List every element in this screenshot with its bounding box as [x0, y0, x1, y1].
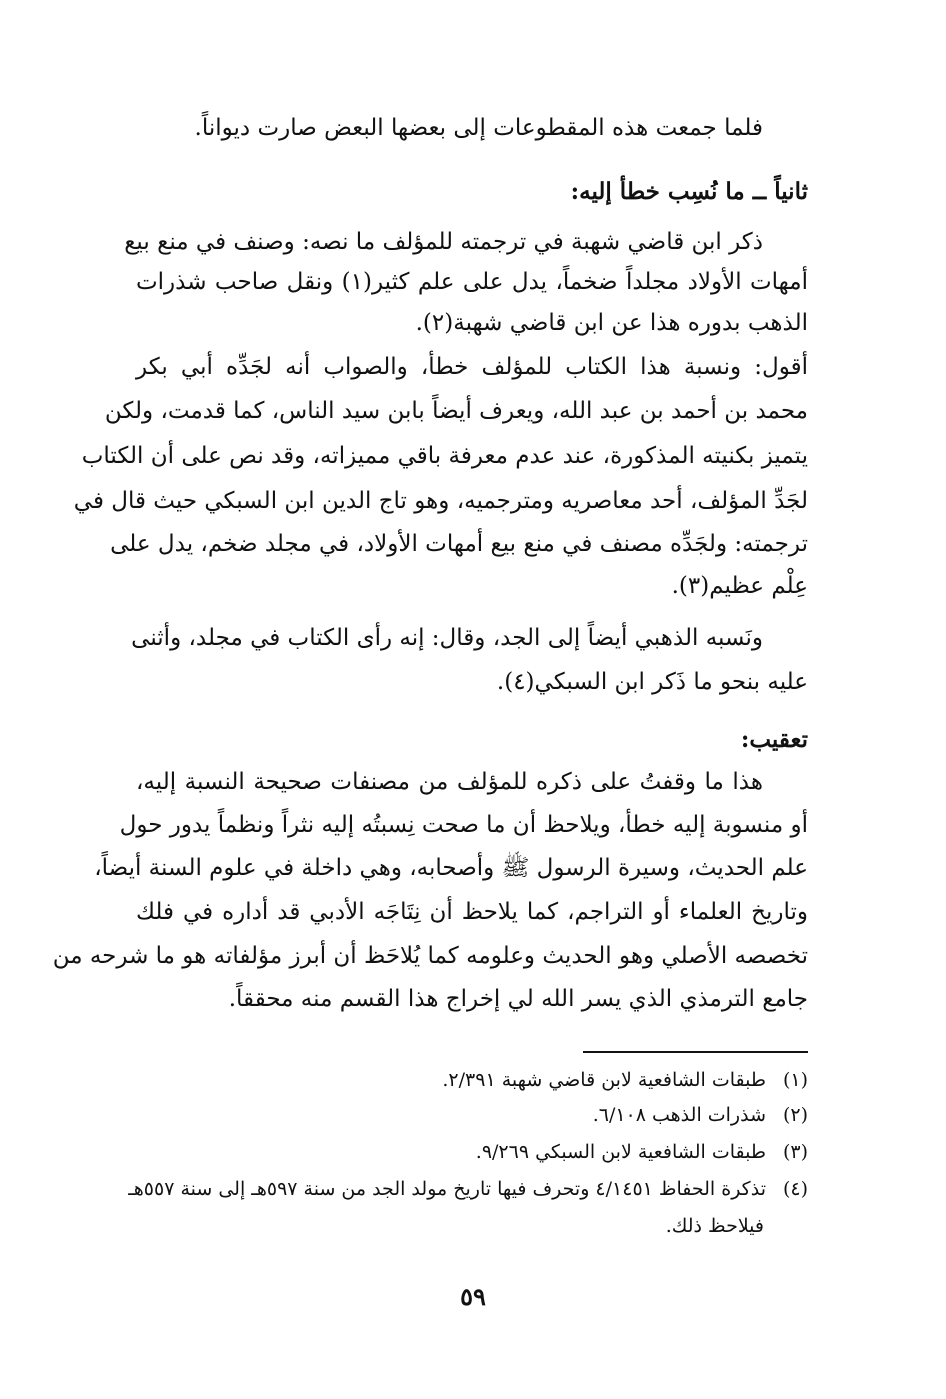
footnote-text: طبقات الشافعية لابن قاضي شهبة ٢/٣٩١.	[442, 1069, 766, 1091]
paragraph-line: أقول: ونسبة هذا الكتاب للمؤلف خطأ، والصواب أنه لجَدِّه أبي بكر	[136, 354, 808, 380]
paragraph-line: عِلْم عظيم(٣).	[671, 573, 808, 599]
footnote-3	[136, 1138, 808, 1166]
footnote-text: شذرات الذهب ٦/١٠٨.	[592, 1104, 766, 1126]
page-number: ٥٩	[460, 1282, 486, 1311]
paragraph-line: محمد بن أحمد بن عبد الله، ويعرف أيضاً بابن سيد الناس، كما قدمت، ولكن	[104, 398, 808, 424]
footnote-number: (٤)	[782, 1178, 808, 1200]
paragraph-line: هذا ما وقفتُ على ذكره للمؤلف من مصنفات صحيحة النسبة إليه،	[136, 769, 763, 795]
footnote-4-continuation: فيلاحظ ذلك.	[665, 1215, 764, 1237]
footnote-number: (١)	[782, 1069, 808, 1091]
paragraph-line: الذهب بدوره هذا عن ابن قاضي شهبة(٢).	[415, 310, 808, 336]
paragraph-line: عليه بنحو ما ذَكر ابن السبكي(٤).	[496, 669, 808, 695]
paragraph-line: وتاريخ العلماء أو التراجم، كما يلاحظ أن نِتَاجَه الأدبي قد أداره في فلك	[136, 899, 808, 925]
paragraph-line: علم الحديث، وسيرة الرسول ﷺ وأصحابه، وهي داخلة في علوم السنة أيضاً،	[94, 855, 808, 881]
footnote-4	[128, 1175, 808, 1203]
footnote-number: (٣)	[782, 1141, 808, 1163]
footnote-text: تذكرة الحفاظ ٤/١٤٥١ وتحرف فيها تاريخ مولد الجد من سنة ٥٩٧هـ إلى سنة ٥٥٧هـ	[128, 1178, 766, 1200]
footnote-number: (٢)	[782, 1104, 808, 1126]
paragraph-line: لجَدِّ المؤلف، أحد معاصريه ومترجميه، وهو تاج الدين ابن السبكي حيث قال في	[73, 488, 808, 514]
intro-line: فلما جمعت هذه المقطوعات إلى بعضها البعض صارت ديواناً.	[194, 115, 763, 141]
paragraph-line: يتميز بكنيته المذكورة، عند عدم معرفة باقي مميزاته، وقد نص على أن الكتاب	[81, 443, 808, 469]
paragraph-line: ونَسبه الذهبي أيضاً إلى الجد، وقال: إنه رأى الكتاب في مجلد، وأثنى	[131, 625, 763, 651]
footnote-text: طبقات الشافعية لابن السبكي ٩/٢٦٩.	[475, 1141, 766, 1163]
paragraph-line: ترجمته: ولجَدِّه مصنف في منع بيع أمهات الأولاد، في مجلد ضخم، يدل على	[110, 531, 808, 557]
footnote-separator	[583, 1051, 808, 1053]
footnote-1	[136, 1066, 808, 1094]
paragraph-line: تخصصه الأصلي وهو الحديث وعلومه كما يُلاحَظ أن أبرز مؤلفاته هو ما شرحه من	[52, 943, 808, 969]
section-heading-misattributed: ثانياً ــ ما نُسِب خطأ إليه:	[570, 178, 808, 205]
paragraph-line: أو منسوبة إليه خطأ، ويلاحظ أن ما صحت نِسبتُه إليه نثراً ونظماً يدور حول	[119, 812, 808, 838]
footnote-2	[136, 1101, 808, 1129]
section-heading-comment: تعقيب:	[740, 726, 808, 753]
paragraph-line: ذكر ابن قاضي شهبة في ترجمته للمؤلف ما نصه: وصنف في منع بيع	[124, 229, 763, 255]
paragraph-line: أمهات الأولاد مجلداً ضخماً، يدل على علم كثير(١) ونقل صاحب شذرات	[136, 269, 808, 295]
paragraph-line: جامع الترمذي الذي يسر الله لي إخراج هذا القسم منه محققاً.	[228, 986, 808, 1012]
